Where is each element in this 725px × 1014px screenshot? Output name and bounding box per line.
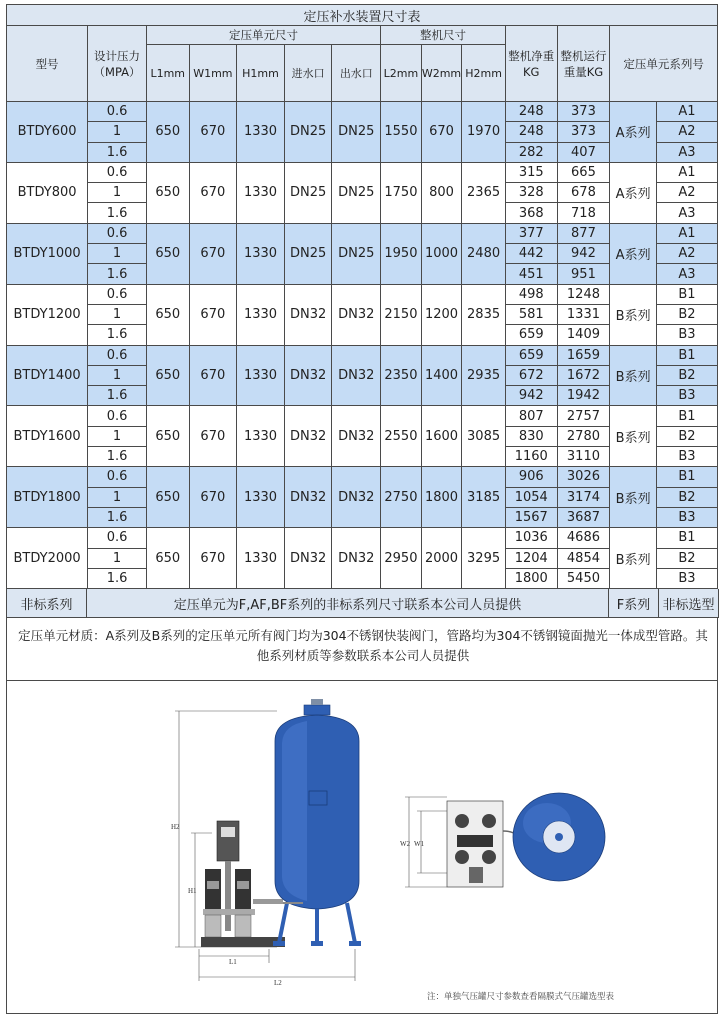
run-weight-value: 1672 <box>557 365 610 385</box>
l2-value: 1750 <box>381 162 422 223</box>
w2-value: 1400 <box>421 345 462 406</box>
l2-value: 1950 <box>381 223 422 284</box>
run-weight-value: 665 <box>557 162 610 182</box>
dim-label-h2: H2 <box>171 823 180 832</box>
inlet-value: DN25 <box>284 102 332 163</box>
series-name: B系列 <box>610 284 657 345</box>
run-weight-value: 1659 <box>557 345 610 365</box>
header-pressure: 设计压力（MPA） <box>88 26 147 102</box>
run-weight-value: 1942 <box>557 386 610 406</box>
series-code: B1 <box>656 284 717 304</box>
w1-value: 670 <box>189 467 237 528</box>
run-weight-value: 3026 <box>557 467 610 487</box>
w1-value: 670 <box>189 162 237 223</box>
table-row <box>7 467 718 487</box>
header-w1: W1mm <box>189 45 237 102</box>
l2-value: 2150 <box>381 284 422 345</box>
w1-value: 670 <box>189 406 237 467</box>
series-code: A1 <box>656 223 717 243</box>
dim-label-w2: W2 <box>400 840 411 849</box>
series-code: B2 <box>656 304 717 324</box>
l1-value: 650 <box>146 345 189 406</box>
model-name: BTDY600 <box>7 102 88 163</box>
series-name: A系列 <box>610 162 657 223</box>
net-weight-value: 248 <box>505 102 557 122</box>
h2-value: 3185 <box>462 467 506 528</box>
h2-value: 2935 <box>462 345 506 406</box>
pressure-value: 1 <box>88 426 147 446</box>
h1-value: 1330 <box>237 345 285 406</box>
inlet-value: DN32 <box>284 406 332 467</box>
outlet-value: DN25 <box>332 162 381 223</box>
h1-value: 1330 <box>237 528 285 589</box>
series-code: A1 <box>656 162 717 182</box>
header-model: 型号 <box>7 26 88 102</box>
pressure-tank-front <box>273 699 361 946</box>
run-weight-value: 942 <box>557 244 610 264</box>
pressure-tank-top <box>513 793 605 881</box>
run-weight-value: 1248 <box>557 284 610 304</box>
series-code: B2 <box>656 365 717 385</box>
header-net-weight: 整机净重KG <box>505 26 557 102</box>
run-weight-value: 373 <box>557 122 610 142</box>
series-code: B3 <box>656 568 717 588</box>
pressure-value: 1.6 <box>88 507 147 527</box>
run-weight-value: 2780 <box>557 426 610 446</box>
pump-unit <box>201 821 285 947</box>
w2-value: 1200 <box>421 284 462 345</box>
run-weight-value: 951 <box>557 264 610 284</box>
header-run-weight: 整机运行重量KG <box>557 26 610 102</box>
h1-value: 1330 <box>237 223 285 284</box>
nonstandard-text: 定压单元为F,AF,BF系列的非标系列尺寸联系本公司人员提供 <box>87 589 609 618</box>
l1-value: 650 <box>146 102 189 163</box>
table-row <box>7 162 718 182</box>
pressure-value: 0.6 <box>88 406 147 426</box>
outlet-value: DN32 <box>332 528 381 589</box>
nonstandard-series: F系列 <box>609 589 659 618</box>
series-code: B1 <box>656 406 717 426</box>
series-code: A2 <box>656 122 717 142</box>
run-weight-value: 5450 <box>557 568 610 588</box>
inlet-value: DN32 <box>284 467 332 528</box>
net-weight-value: 451 <box>505 264 557 284</box>
h1-value: 1330 <box>237 284 285 345</box>
run-weight-value: 3174 <box>557 487 610 507</box>
series-code: A2 <box>656 244 717 264</box>
w1-value: 670 <box>189 223 237 284</box>
inlet-value: DN25 <box>284 223 332 284</box>
series-name: B系列 <box>610 345 657 406</box>
outlet-value: DN25 <box>332 102 381 163</box>
l2-value: 2350 <box>381 345 422 406</box>
spec-sheet <box>6 4 718 1008</box>
table-row <box>7 284 718 304</box>
series-code: B1 <box>656 528 717 548</box>
h1-value: 1330 <box>237 162 285 223</box>
net-weight-value: 1054 <box>505 487 557 507</box>
run-weight-value: 4854 <box>557 548 610 568</box>
net-weight-value: 906 <box>505 467 557 487</box>
l1-value: 650 <box>146 162 189 223</box>
nonstandard-code: 非标选型 <box>659 589 719 618</box>
net-weight-value: 1204 <box>505 548 557 568</box>
pressure-value: 1 <box>88 487 147 507</box>
table-row <box>7 406 718 426</box>
h2-value: 2835 <box>462 284 506 345</box>
net-weight-value: 248 <box>505 122 557 142</box>
l2-value: 1550 <box>381 102 422 163</box>
header-l2: L2mm <box>381 45 422 102</box>
w2-value: 2000 <box>421 528 462 589</box>
header-series: 定压单元系列号 <box>610 26 718 102</box>
pressure-value: 1 <box>88 548 147 568</box>
product-drawing <box>6 681 718 1014</box>
series-code: B1 <box>656 345 717 365</box>
series-code: A2 <box>656 183 717 203</box>
model-name: BTDY1000 <box>7 223 88 284</box>
net-weight-value: 830 <box>505 426 557 446</box>
run-weight-value: 877 <box>557 223 610 243</box>
net-weight-value: 328 <box>505 183 557 203</box>
run-weight-value: 407 <box>557 142 610 162</box>
top-dimension-labels <box>400 840 425 848</box>
nonstandard-label: 非标系列 <box>7 589 87 618</box>
series-code: B3 <box>656 507 717 527</box>
outlet-value: DN25 <box>332 223 381 284</box>
l1-value: 650 <box>146 284 189 345</box>
pump-unit-top <box>447 801 522 887</box>
inlet-value: DN32 <box>284 284 332 345</box>
w1-value: 670 <box>189 284 237 345</box>
model-name: BTDY1600 <box>7 406 88 467</box>
series-code: B3 <box>656 447 717 467</box>
net-weight-value: 659 <box>505 325 557 345</box>
series-code: B3 <box>656 386 717 406</box>
header-unit-group: 定压单元尺寸 <box>146 26 380 45</box>
pressure-value: 0.6 <box>88 467 147 487</box>
net-weight-value: 672 <box>505 365 557 385</box>
net-weight-value: 315 <box>505 162 557 182</box>
pressure-value: 1.6 <box>88 386 147 406</box>
w1-value: 670 <box>189 102 237 163</box>
pressure-value: 1.6 <box>88 264 147 284</box>
l1-value: 650 <box>146 223 189 284</box>
model-name: BTDY1200 <box>7 284 88 345</box>
net-weight-value: 498 <box>505 284 557 304</box>
model-name: BTDY1800 <box>7 467 88 528</box>
net-weight-value: 1036 <box>505 528 557 548</box>
pressure-value: 1 <box>88 183 147 203</box>
dim-label-w1: W1 <box>414 840 425 849</box>
l2-value: 2750 <box>381 467 422 528</box>
table-title: 定压补水装置尺寸表 <box>7 5 718 26</box>
w2-value: 1600 <box>421 406 462 467</box>
h2-value: 2365 <box>462 162 506 223</box>
l2-value: 2550 <box>381 406 422 467</box>
run-weight-value: 4686 <box>557 528 610 548</box>
top-dimension-lines <box>405 797 447 887</box>
header-h1: H1mm <box>237 45 285 102</box>
w2-value: 670 <box>421 102 462 163</box>
pressure-value: 1.6 <box>88 203 147 223</box>
w2-value: 1800 <box>421 467 462 528</box>
h2-value: 2480 <box>462 223 506 284</box>
l2-value: 2950 <box>381 528 422 589</box>
header-w2: W2mm <box>421 45 462 102</box>
drawing-footnote: 注：单独气压罐尺寸参数查看隔膜式气压罐选型表 <box>427 992 615 1003</box>
series-code: B2 <box>656 487 717 507</box>
outlet-value: DN32 <box>332 406 381 467</box>
h1-value: 1330 <box>237 467 285 528</box>
pressure-value: 0.6 <box>88 345 147 365</box>
w2-value: 1000 <box>421 223 462 284</box>
model-name: BTDY2000 <box>7 528 88 589</box>
pressure-value: 0.6 <box>88 223 147 243</box>
header-inlet: 进水口 <box>284 45 332 102</box>
l1-value: 650 <box>146 528 189 589</box>
dim-label-h1: H1 <box>188 887 197 896</box>
net-weight-value: 1800 <box>505 568 557 588</box>
net-weight-value: 659 <box>505 345 557 365</box>
dim-label-l2: L2 <box>274 979 282 988</box>
dim-label-l1: L1 <box>229 958 237 967</box>
material-note: 定压单元材质：A系列及B系列的定压单元所有阀门均为304不锈钢快装阀门，管路均为304不锈钢镜面抛光一体成型管路。其他系列材质等参数联系本公司人员提供 <box>6 618 718 681</box>
table-row <box>7 528 718 548</box>
run-weight-value: 3110 <box>557 447 610 467</box>
series-code: A1 <box>656 102 717 122</box>
pressure-value: 1 <box>88 304 147 324</box>
outlet-value: DN32 <box>332 345 381 406</box>
pressure-value: 1 <box>88 122 147 142</box>
series-name: B系列 <box>610 406 657 467</box>
net-weight-value: 368 <box>505 203 557 223</box>
series-name: B系列 <box>610 467 657 528</box>
h1-value: 1330 <box>237 406 285 467</box>
pressure-value: 0.6 <box>88 284 147 304</box>
w1-value: 670 <box>189 345 237 406</box>
header-outlet: 出水口 <box>332 45 381 102</box>
net-weight-value: 282 <box>505 142 557 162</box>
nonstandard-table <box>6 589 719 618</box>
series-code: A3 <box>656 203 717 223</box>
l1-value: 650 <box>146 406 189 467</box>
net-weight-value: 581 <box>505 304 557 324</box>
inlet-value: DN25 <box>284 162 332 223</box>
header-whole-group: 整机尺寸 <box>381 26 506 45</box>
w2-value: 800 <box>421 162 462 223</box>
series-code: B3 <box>656 325 717 345</box>
inlet-value: DN32 <box>284 528 332 589</box>
pressure-value: 1 <box>88 244 147 264</box>
outlet-value: DN32 <box>332 284 381 345</box>
pressure-value: 1.6 <box>88 142 147 162</box>
h2-value: 3085 <box>462 406 506 467</box>
series-name: A系列 <box>610 102 657 163</box>
run-weight-value: 1409 <box>557 325 610 345</box>
net-weight-value: 807 <box>505 406 557 426</box>
outlet-value: DN32 <box>332 467 381 528</box>
pressure-value: 0.6 <box>88 528 147 548</box>
pressure-value: 0.6 <box>88 102 147 122</box>
net-weight-value: 1160 <box>505 447 557 467</box>
table-row <box>7 223 718 243</box>
pressure-value: 0.6 <box>88 162 147 182</box>
series-name: A系列 <box>610 223 657 284</box>
table-row <box>7 345 718 365</box>
model-name: BTDY800 <box>7 162 88 223</box>
net-weight-value: 377 <box>505 223 557 243</box>
h2-value: 1970 <box>462 102 506 163</box>
net-weight-value: 942 <box>505 386 557 406</box>
net-weight-value: 442 <box>505 244 557 264</box>
h1-value: 1330 <box>237 102 285 163</box>
h2-value: 3295 <box>462 528 506 589</box>
series-code: B1 <box>656 467 717 487</box>
header-h2: H2mm <box>462 45 506 102</box>
pressure-value: 1.6 <box>88 325 147 345</box>
net-weight-value: 1567 <box>505 507 557 527</box>
run-weight-value: 678 <box>557 183 610 203</box>
run-weight-value: 718 <box>557 203 610 223</box>
spec-table <box>6 4 718 589</box>
inlet-value: DN32 <box>284 345 332 406</box>
model-name: BTDY1400 <box>7 345 88 406</box>
series-code: A3 <box>656 142 717 162</box>
header-l1: L1mm <box>146 45 189 102</box>
table-row <box>7 102 718 122</box>
series-code: B2 <box>656 426 717 446</box>
series-code: B2 <box>656 548 717 568</box>
drawing-svg <box>7 681 717 1013</box>
w1-value: 670 <box>189 528 237 589</box>
pressure-value: 1 <box>88 365 147 385</box>
pressure-value: 1.6 <box>88 568 147 588</box>
series-name: B系列 <box>610 528 657 589</box>
run-weight-value: 3687 <box>557 507 610 527</box>
run-weight-value: 2757 <box>557 406 610 426</box>
run-weight-value: 1331 <box>557 304 610 324</box>
pressure-value: 1.6 <box>88 447 147 467</box>
run-weight-value: 373 <box>557 102 610 122</box>
l1-value: 650 <box>146 467 189 528</box>
series-code: A3 <box>656 264 717 284</box>
